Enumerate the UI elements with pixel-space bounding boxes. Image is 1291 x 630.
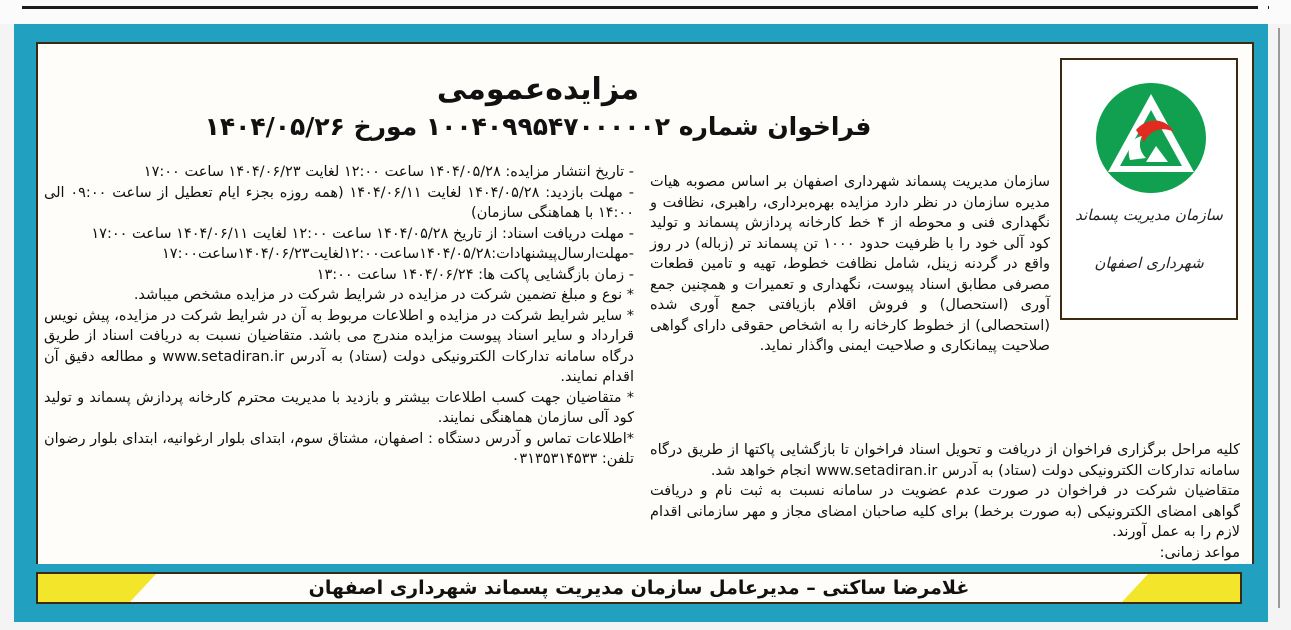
- intro-paragraph: سازمان مدیریت پسماند شهرداری اصفهان بر اساس مصوبه هیات مدیره سازمان در نظر دارد مزایده بهره‌برداری، راهبری، نظافت و نگهداری فنی و محوطه از ۴ خط کارخانه پردازش پسماند و تولید کود آلی خود را با ظرفیت حدود ۱۰۰۰ تن پسماند تر (زباله) در روز واقع در گردنه زینل، شامل نظافت خطوط، تهیه و تامین قطعات مصرفی مطابق اسناد پیوست، نگهداری و تعمیرات و همچنین جمع آوری (استحصال) و فروش اقلام بازیافتی جمع آوری شده (استحصالی) از خطوط کارخانه را به اشخاص حقوقی دارای گواهی صلاحیت پیمانکاری و صلاحیت ایمنی واگذار نماید.: [650, 174, 1050, 354]
- publish-date-line: - تاریخ انتشار مزایده: ۱۴۰۴/۰۵/۲۸ ساعت ۱۲:۰۰ لغایت ۱۴۰۴/۰۶/۲۳ ساعت ۱۷:۰۰: [143, 164, 634, 180]
- registration-paragraph: متقاضیان شرکت در فراخوان در صورت عدم عضویت در سامانه نسبت به ثبت نام و دریافت گواهی امضای الکترونیکی (به صورت برخط) برای کلیه صاحبان امضای مجاز و مهر سازمانی اقدام لازم را به عمل آورند.: [650, 483, 1240, 540]
- other-conditions-note: * سایر شرایط شرکت در مزایده و اطلاعات مربوط به آن در شرایط شرکت در مزایده، پیش نویس قرارداد و سایر اسناد پیوست مزایده مندرج می باشد. متقاضیان نسبت به دریافت اسناد از طریق درگاه سامانه تدارکات الکترونیکی دولت (ستاد) به آدرس www.setadiran.ir و مطالعه دقیق آن اقدام نمایند.: [44, 307, 634, 385]
- auction-title: مزایده‌عمومی: [436, 72, 640, 107]
- waste-management-logo-icon: [1086, 80, 1216, 200]
- signature-line: غلامرضا ساکتی – مدیرعامل سازمان مدیریت پسماند شهرداری اصفهان: [308, 577, 970, 599]
- opening-time-line: - زمان بازگشایی پاکت ها: ۱۴۰۴/۰۶/۲۴ ساعت ۱۳:۰۰: [316, 266, 634, 283]
- deadlines-column: [44, 162, 634, 470]
- signature-bar: [36, 572, 1242, 604]
- deadlines-heading: مواعد زمانی:: [1159, 544, 1240, 561]
- advertisement-panel: [36, 42, 1254, 574]
- advertisement-frame: [14, 24, 1268, 622]
- guarantee-note: * نوع و مبلغ تضمین شرکت در مزایده در شرایط شرکت در مزایده مشخص میباشد.: [133, 287, 634, 303]
- footer-band: [18, 564, 1264, 610]
- top-border-strip: [0, 0, 1291, 24]
- intro-column: [650, 172, 1050, 357]
- procedure-paragraph: کلیه مراحل برگزاری فراخوان از دریافت و تحویل اسناد فراخوان تا بازگشایی پاکتها از طریق درگاه سامانه تدارکات الکترونیکی دولت (ستاد) به آدرس www.setadiran.ir انجام خواهد شد.: [650, 442, 1240, 479]
- top-rule: [22, 6, 1269, 9]
- right-page-rule: [1278, 28, 1280, 608]
- visit-period-line: - مهلت بازدید: ۱۴۰۴/۰۵/۲۸ لغایت ۱۴۰۴/۰۶/۱۱ (همه روزه بجزء ایام تعطیل از ساعت ۰۹:۰۰ الی ۱۴:۰۰ با هماهنگی سازمان): [44, 184, 634, 221]
- procedure-column: [650, 440, 1240, 563]
- logo-caption-municipality: شهرداری اصفهان: [1094, 254, 1204, 272]
- organization-logo-box: [1060, 58, 1238, 320]
- more-info-note: * متقاضیان جهت کسب اطلاعات بیشتر و بازدید با مدیریت محترم کارخانه پردازش پسماند و تولید کود آلی سازمان هماهنگی نمایند.: [44, 389, 634, 426]
- call-number-and-date: فراخوان شماره ۱۰۰۴۰۹۹۵۴۷۰۰۰۰۰۲ مورخ ۱۴۰۴/۰۵/۲۶: [204, 112, 872, 141]
- contact-note: *اطلاعات تماس و آدرس دستگاه : اصفهان، مشتاق سوم، ابتدای بلوار ارغوانیه، ابتدای بلوار رضوان تلفن: ۰۳۱۳۵۳۱۴۵۳۳: [44, 430, 634, 467]
- document-period-line: - مهلت دریافت اسناد: از تاریخ ۱۴۰۴/۰۵/۲۸ ساعت ۱۲:۰۰ لغایت ۱۴۰۴/۰۶/۱۱ ساعت ۱۷:۰۰: [91, 225, 634, 242]
- bid-period-line: -مهلت‌ارسال‌پیشنهادات:۱۴۰۴/۰۵/۲۸ساعت۱۲:۰۰لغایت۱۴۰۴/۰۶/۲۳ساعت۱۷:۰۰: [162, 246, 634, 262]
- logo-caption-organization: سازمان مدیریت پسماند: [1075, 206, 1223, 224]
